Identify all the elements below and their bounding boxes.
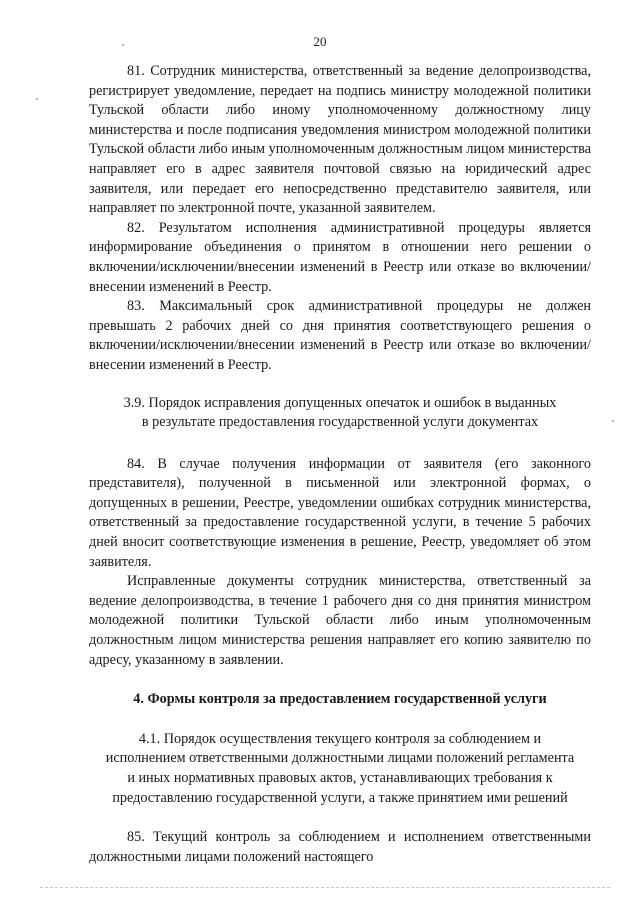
scan-speck	[122, 44, 124, 46]
paragraph-81: 81. Сотрудник министерства, ответственный за ведение делопроизводства, регистрирует уведомление, передает на подпись министру молодежной политики Тульской области либо иному уполномоченному должностному лицу министерства и после подписания уведомления министром молодежной политики Тульской области либо иным уполномоченным должностным лицом министерства направляет его в адрес заявителя почтовой связью на юридический адрес заявителя, или передает его непосредственно представителю заявителя, или направляет по электронной почте, указанной заявителем.	[89, 63, 591, 217]
subsection-heading-4-1-line-2: исполнением ответственными должностными лицами положений регламента	[105, 750, 575, 767]
page-number: 20	[313, 34, 327, 49]
paragraph-83: 83. Максимальный срок административной процедуры не должен превышать 2 рабочих дней со дня принятия соответствующего решения о включении/исключении/внесении изменений в Реестр или отказе во включении/внесении изменений в Реестр.	[89, 298, 591, 373]
scan-speck	[612, 420, 614, 422]
paragraph-84: 84. В случае получения информации от заявителя (его законного представителя), полученной в письменной или электронной формах, о допущенных в решении, Реестре, уведомлении ошибках сотрудник министерства, ответственный за предоставление государственной услуги, в течение 5 рабочих дней вносит соответствующие изменения в решение, Реестр, уведомляет об этом заявителя.	[89, 455, 591, 570]
paragraph-85: 85. Текущий контроль за соблюдением и исполнением ответственными должностными лицами положений настоящего	[89, 829, 591, 865]
paragraph-84-continued: Исправленные документы сотрудник министерства, ответственный за ведение делопроизводства, в течение 1 рабочего дня со дня принятия министром молодежной политики Тульской области либо иным уполномоченным должностным лицом министерства решения направляет его копию заявителю по адресу, указанному в заявлении.	[89, 573, 591, 668]
scan-bottom-edge	[40, 887, 610, 888]
subsection-heading-4-1-line-3: и иных нормативных правовых актов, устанавливающих требования к	[127, 770, 553, 786]
subsection-heading-4-1-line-4: предоставлению государственной услуги, а также принятием ими решений	[112, 789, 568, 806]
scan-speck	[36, 98, 38, 100]
section-heading-4: 4. Формы контроля за предоставлением государственной услуги	[133, 691, 547, 708]
paragraph-82: 82. Результатом исполнения административной процедуры является информирование объединения о принятом в отношении него решении о включении/исключении/внесении изменений в Реестр или отказе во включении/внесении изменений в Реестр.	[89, 219, 591, 295]
subsection-heading-4-1-line-1: 4.1. Порядок осуществления текущего контроля за соблюдением и	[138, 730, 542, 747]
subsection-heading-3-9-line-2: в результате предоставления государственной услуги документах	[141, 414, 539, 431]
document-body	[89, 62, 591, 867]
subsection-heading-3-9-line-1: 3.9. Порядок исправления допущенных опечаток и ошибок в выданных	[123, 394, 557, 411]
